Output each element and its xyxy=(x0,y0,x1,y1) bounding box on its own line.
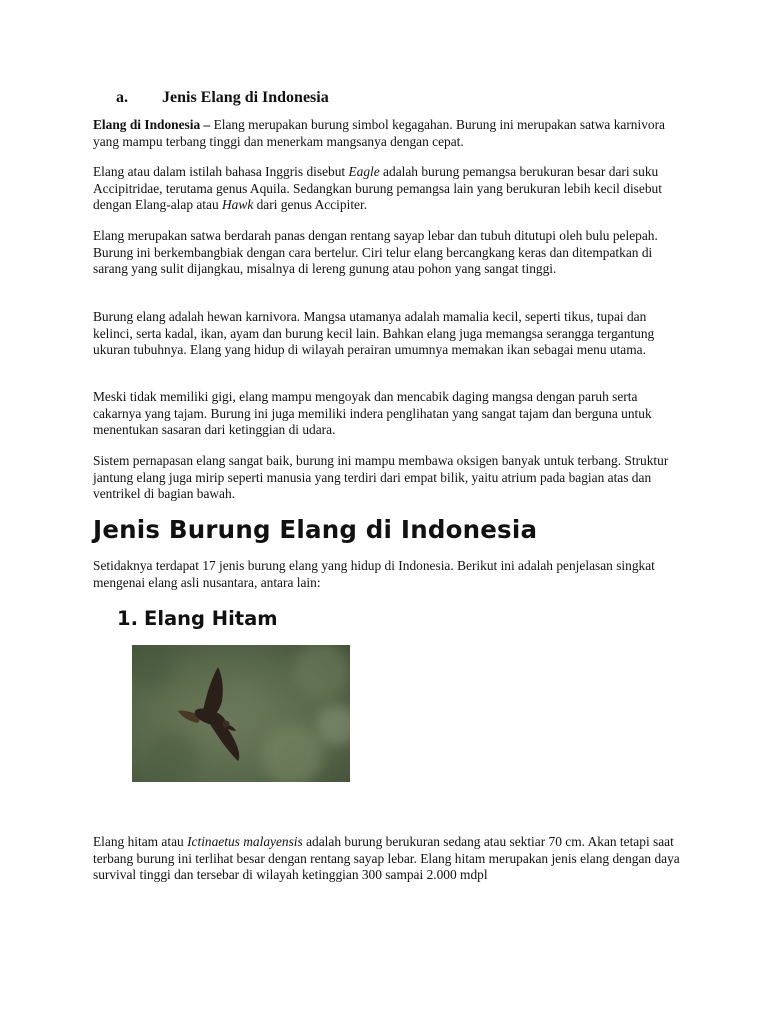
eagle-photo-illustration xyxy=(132,645,350,782)
section-heading: Jenis Burung Elang di Indonesia xyxy=(93,515,538,544)
paragraph-text: adalah burung berukuran sedang atau sektiar 70 cm. Akan tetapi saat terbang burung ini terlihat besar dengan rentang sayap lebar. Elang hitam merupakan jenis elang dengan daya survival tinggi dan tersebar di wilayah ketinggian 300 sampai 2.000 mdpl xyxy=(93,834,680,883)
paragraph-text: adalah burung pemangsa berukuran besar dari suku Accipitridae, terutama genus Aquila. Sedangkan burung pemangsa lain yang berukuran lebih kecil disebut dengan Elang-alap atau xyxy=(93,164,662,213)
paragraph-elang-hitam xyxy=(93,834,683,884)
paragraph-text: dari genus Accipiter. xyxy=(253,197,368,213)
paragraph-species-count: Setidaknya terdapat 17 jenis burung elang yang hidup di Indonesia. Berikut ini adalah penjelasan singkat mengenai elang asli nusantara, antara lain: xyxy=(93,558,655,590)
paragraph-intro-lead: Elang di Indonesia – xyxy=(93,117,211,132)
item-number: 1. xyxy=(117,607,138,630)
paragraph-diet: Burung elang adalah hewan karnivora. Mangsa utamanya adalah mamalia kecil, seperti tikus, tupai dan kelinci, serta kadal, ikan, ayam dan burung kecil lain. Bahkan elang juga memangsa serangga tergantung ukuran tubuhnya. Elang yang hidup di wilayah perairan umumnya memakan ikan sebagai menu utama. xyxy=(93,309,655,358)
paragraph-respiration: Sistem pernapasan elang sangat baik, burung ini mampu membawa oksigen banyak untuk terbang. Struktur jantung elang juga mirip seperti manusia yang terdiri dari empat bilik, yaitu atrium pada bagian atas dan ventrikel di bagian bawah. xyxy=(93,453,669,502)
paragraph-eagle-definition xyxy=(93,164,683,214)
term-hawk: Hawk xyxy=(222,197,254,213)
scientific-name: Ictinaetus malayensis xyxy=(187,834,303,849)
item-heading-elang-hitam xyxy=(117,607,278,630)
paragraph-text: Elang atau dalam istilah bahasa Inggris disebut xyxy=(93,164,349,179)
paragraph-text: Elang hitam atau xyxy=(93,834,188,849)
subheading-text: Jenis Elang di Indonesia xyxy=(162,89,329,106)
paragraph-physiology: Elang merupakan satwa berdarah panas dengan rentang sayap lebar dan tubuh ditutupi oleh bulu pelepah. Burung ini berkembangbiak dengan cara bertelur. Ciri telur elang bercangkang keras dan ditempatkan di sarang yang sulit dijangkau, misalnya di lereng gunung atau pohon yang sangat tinggi. xyxy=(93,228,658,277)
paragraph-beak-vision: Meski tidak memiliki gigi, elang mampu mengoyak dan mencabik daging mangsa dengan paruh serta cakarnya yang tajam. Burung ini juga memiliki indera penglihatan yang sangat tajam dan berguna untuk menentukan sasaran dari ketinggian di udara. xyxy=(93,389,652,438)
paragraph-intro-text: Elang merupakan burung simbol kegagahan. Burung ini merupakan satwa karnivora yang mampu terbang tinggi dan menerkam mangsanya dengan cepat. xyxy=(93,117,665,149)
term-eagle: Eagle xyxy=(348,164,380,179)
item-title: Elang Hitam xyxy=(144,607,278,630)
paragraph-intro xyxy=(93,117,683,150)
eagle-photo xyxy=(132,645,350,782)
subheading-marker: a. xyxy=(116,89,128,106)
subheading xyxy=(116,89,329,107)
